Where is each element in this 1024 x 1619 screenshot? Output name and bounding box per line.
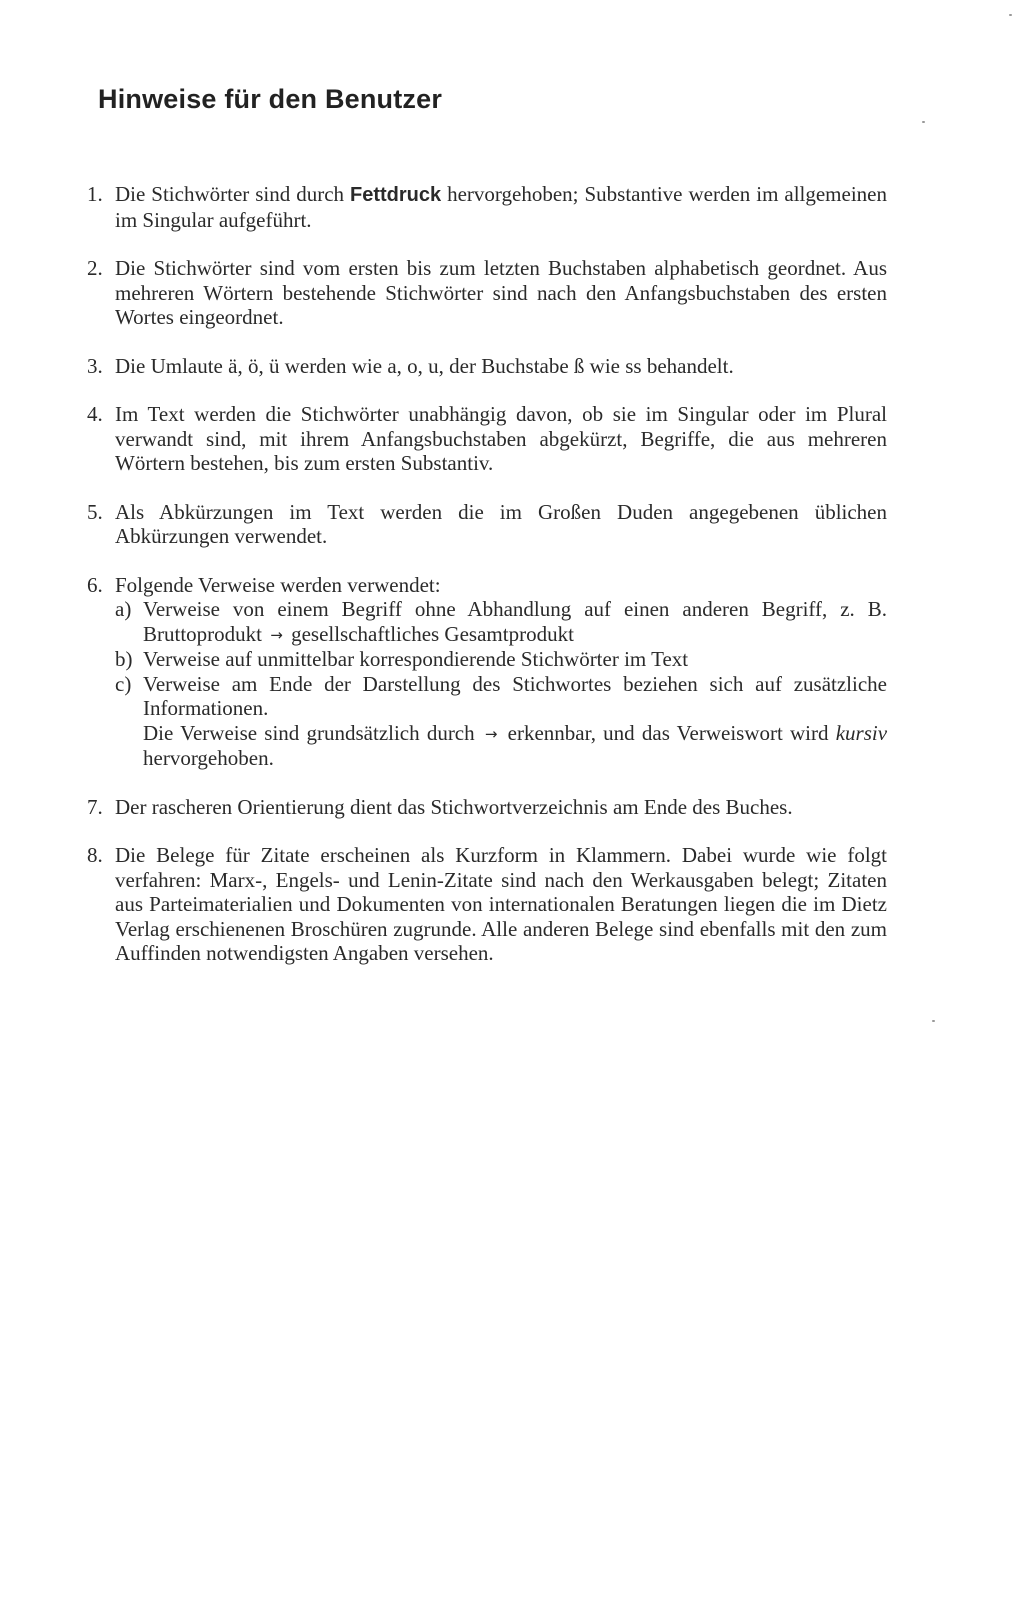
continuation-text: Die Verweise sind grundsätzlich durch (143, 720, 475, 745)
arrow-right-icon: → (484, 724, 498, 743)
item-number: 2. (87, 256, 103, 280)
sub-item-letter: b) (115, 647, 133, 671)
paper-speck (1009, 14, 1012, 16)
item-text: Folgende Verweise werden verwendet: (115, 572, 441, 597)
item-number: 5. (87, 499, 103, 524)
item-text: Die Stichwörter sind durch (115, 182, 351, 206)
sub-item-letter: c) (115, 671, 132, 696)
sub-item-a (115, 597, 887, 647)
item-number: 3. (87, 353, 103, 378)
italic-term: kursiv (835, 720, 888, 745)
sub-item-letter: a) (115, 597, 132, 621)
sub-item-c (115, 672, 887, 721)
instruction-list (87, 182, 887, 990)
item-text: Der rascheren Orientierung dient das Stichwortverzeichnis am Ende des Buches. (115, 794, 793, 819)
item-text: Die Umlaute ä, ö, ü werden wie a, o, u, der Buchstabe ß wie ss behandelt. (115, 353, 734, 378)
arrow-right-icon: → (270, 625, 283, 644)
list-item-4 (87, 402, 887, 476)
sub-item-text: Verweise am Ende der Darstellung des Stichwortes beziehen sich auf zusätzliche Informationen. (143, 671, 887, 720)
bold-term: Fettdruck (350, 184, 442, 206)
sub-item-text: Verweise auf unmittelbar korrespondierende Stichwörter im Text (143, 647, 689, 671)
item-number: 7. (87, 794, 103, 819)
list-item-1 (87, 182, 887, 232)
continuation-text-b: erkennbar, und das Verweiswort wird (507, 720, 836, 745)
item-text: Im Text werden die Stichwörter unabhängig davon, ob sie im Singular oder im Plural verwandt sind, mit ihrem Anfangsbuchstaben abgekürzt, Begriffe, die aus mehreren Wörtern bestehen, bis zum ersten Substantiv. (115, 402, 887, 475)
sub-item-continuation (115, 721, 887, 771)
item-number: 4. (87, 402, 103, 426)
sub-item-text: Verweise von einem Begriff ohne Abhandlung auf einen anderen Begriff, z. B. Bruttoprodukt (143, 597, 887, 646)
list-item-8 (87, 843, 887, 966)
sub-item-b (115, 647, 887, 672)
list-item-5 (87, 500, 887, 549)
item-text: Die Stichwörter sind vom ersten bis zum letzten Buchstaben alphabetisch geordnet. Aus mehreren Wörtern bestehende Stichwörter sind nach den Anfangsbuchstaben des ersten Wortes eingeordnet. (115, 256, 887, 329)
item-text: Die Belege für Zitate erscheinen als Kurzform in Klammern. Dabei wurde wie folgt verfahren: Marx-, Engels- und Lenin-Zitate sind nach den Werkausgaben belegt; Zitaten aus Parteimaterialien und Dokumenten von internationalen Beratungen liegen die im Dietz Verlag erschienenen Broschüren zugrunde. Alle anderen Belege sind ebenfalls mit den zum Auffinden notwendigsten Angaben versehen. (115, 843, 887, 965)
list-item-3 (87, 354, 887, 379)
item-number: 1. (87, 182, 103, 206)
item-text: Als Abkürzungen im Text werden die im Großen Duden angegebenen üblichen Abkürzungen verwendet. (115, 499, 887, 548)
paper-speck (932, 1020, 935, 1022)
list-item-6 (87, 573, 887, 771)
list-item-2 (87, 256, 887, 330)
list-item-7 (87, 795, 887, 820)
page-title: Hinweise für den Benutzer (98, 84, 443, 114)
item-text-continued: hervorgehoben; Substantive werden im allgemeinen im Singular aufgeführt. (115, 182, 887, 232)
paper-speck (922, 121, 925, 123)
item-number: 6. (87, 572, 103, 597)
continuation-text-c: hervorgehoben. (143, 746, 274, 770)
item-number: 8. (87, 843, 103, 867)
sub-item-text-continued: gesellschaftliches Gesamtprodukt (291, 621, 574, 646)
